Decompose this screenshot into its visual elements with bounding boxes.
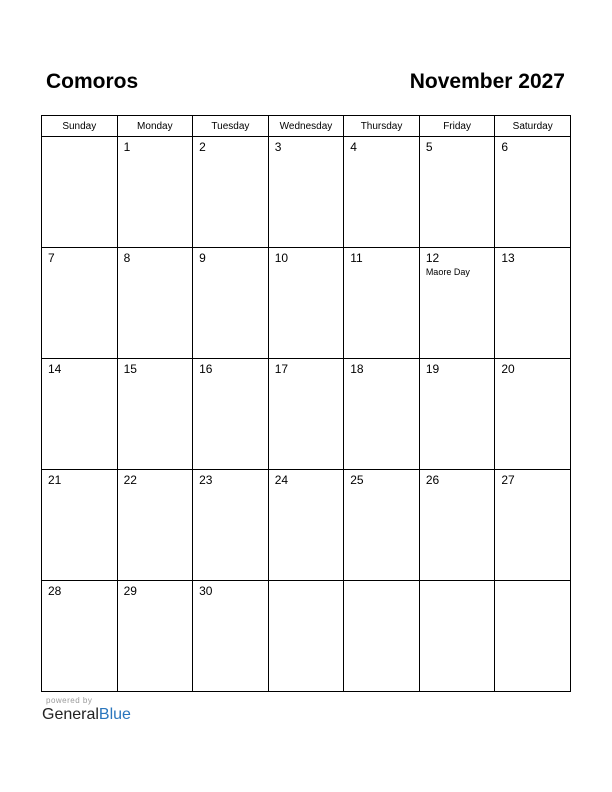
day-number: 5 [425, 140, 433, 154]
day-cell [495, 248, 571, 359]
day-number: 18 [350, 362, 364, 376]
day-cell [495, 137, 571, 248]
brand-name-blue: Blue [98, 706, 131, 723]
brand-name-general: General [42, 706, 99, 723]
powered-by-text: powered by [46, 696, 93, 705]
day-cell [419, 137, 495, 248]
week-row [42, 581, 571, 692]
day-number: 19 [425, 362, 440, 376]
country-title: Comoros [46, 70, 139, 93]
day-number: 20 [501, 362, 515, 376]
day-number: 23 [199, 473, 213, 487]
day-number: 12 [425, 251, 440, 265]
day-cell [419, 470, 495, 581]
weekday-thursday: Thursday [344, 116, 420, 137]
day-cell [117, 581, 193, 692]
day-cell [268, 137, 344, 248]
day-number: 29 [123, 584, 137, 598]
weekday-monday: Monday [117, 116, 193, 137]
day-number: 9 [199, 251, 206, 265]
month-title: November 2027 [409, 70, 565, 93]
day-cell [344, 248, 420, 359]
calendar-grid [41, 115, 571, 692]
day-number: 2 [199, 140, 206, 154]
day-cell [344, 581, 420, 692]
day-cell [193, 137, 269, 248]
day-cell [268, 248, 344, 359]
day-number: 17 [274, 362, 289, 376]
day-number: 15 [123, 362, 137, 376]
day-cell [344, 137, 420, 248]
day-cell [268, 581, 344, 692]
day-number: 21 [48, 473, 62, 487]
day-number: 30 [199, 584, 213, 598]
weekday-wednesday: Wednesday [268, 116, 344, 137]
day-number: 8 [123, 251, 131, 265]
week-row [42, 248, 571, 359]
weekday-saturday: Saturday [495, 116, 571, 137]
day-number: 7 [48, 251, 55, 265]
day-cell [117, 248, 193, 359]
day-number: 27 [501, 473, 515, 487]
holiday-label: Maore Day [425, 267, 470, 277]
day-cell [117, 470, 193, 581]
day-number: 25 [350, 473, 364, 487]
day-cell [344, 470, 420, 581]
day-number: 10 [274, 251, 289, 265]
footer-branding [42, 696, 131, 724]
weekday-friday: Friday [419, 116, 495, 137]
day-number: 6 [501, 140, 509, 154]
day-number: 3 [274, 140, 282, 154]
day-cell-holiday [419, 248, 495, 359]
day-number: 1 [123, 140, 131, 154]
day-number: 4 [350, 140, 357, 154]
day-number: 22 [123, 473, 137, 487]
weekday-tuesday: Tuesday [193, 116, 269, 137]
day-cell [268, 470, 344, 581]
day-cell [42, 359, 118, 470]
day-cell [268, 359, 344, 470]
day-cell [42, 137, 118, 248]
day-number: 13 [501, 251, 515, 265]
day-cell [419, 359, 495, 470]
day-cell [42, 248, 118, 359]
weekday-sunday: Sunday [42, 116, 118, 137]
day-cell [193, 359, 269, 470]
day-cell [193, 248, 269, 359]
day-cell [42, 581, 118, 692]
day-number: 28 [48, 584, 62, 598]
day-number: 26 [425, 473, 440, 487]
week-row [42, 470, 571, 581]
day-cell [344, 359, 420, 470]
day-cell [495, 581, 571, 692]
week-row [42, 137, 571, 248]
generalblue-logo [42, 706, 131, 724]
day-cell [193, 470, 269, 581]
day-cell [193, 581, 269, 692]
day-number: 14 [48, 362, 62, 376]
day-cell [117, 359, 193, 470]
day-cell [117, 137, 193, 248]
day-cell [419, 581, 495, 692]
day-number: 24 [274, 473, 289, 487]
day-cell [495, 470, 571, 581]
week-row [42, 359, 571, 470]
weekday-header-row [42, 116, 571, 137]
day-cell [495, 359, 571, 470]
day-number: 11 [350, 251, 363, 265]
day-cell [42, 470, 118, 581]
day-number: 16 [199, 362, 213, 376]
